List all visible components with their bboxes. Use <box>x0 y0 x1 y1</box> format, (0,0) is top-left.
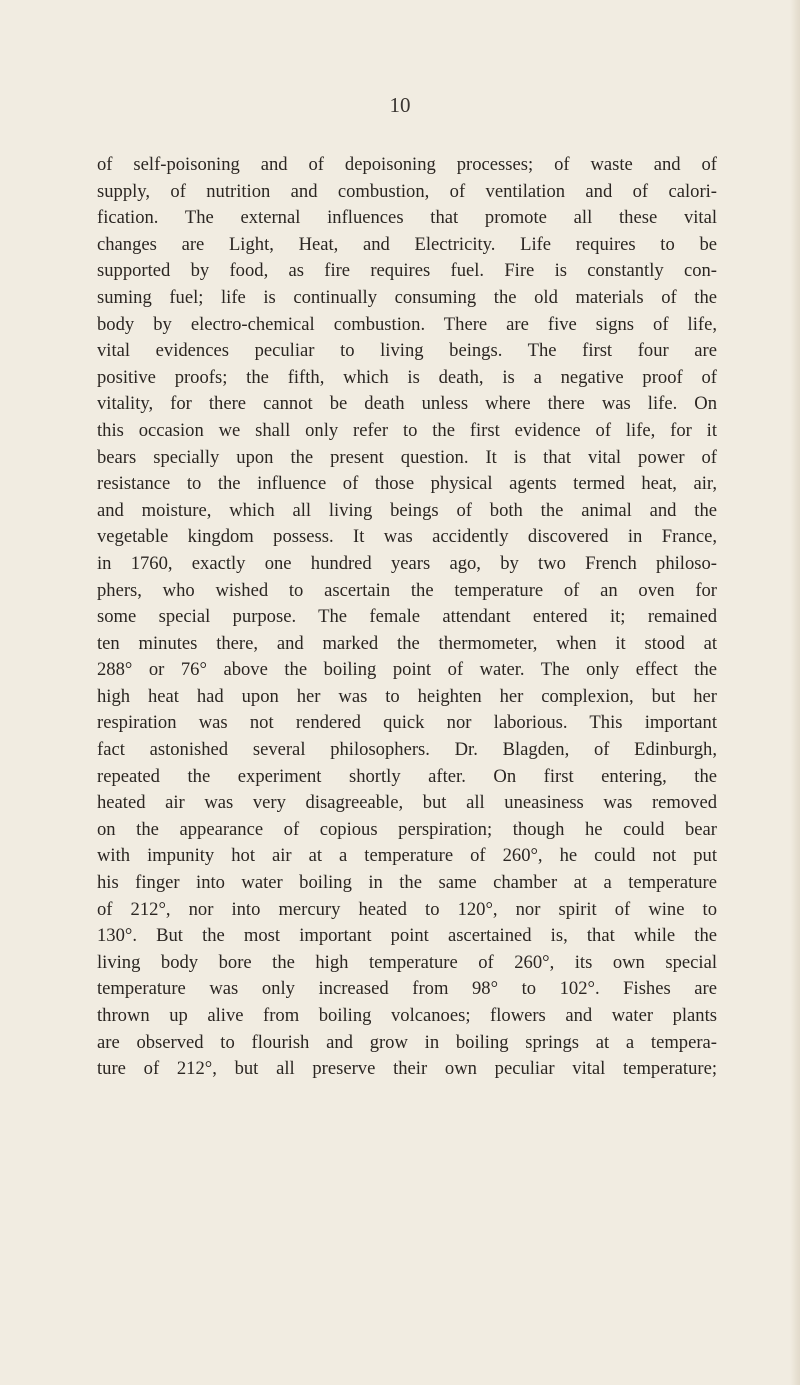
text-line: on the appearance of copious perspiration; though he could bear <box>97 818 717 840</box>
text-line: vital evidences peculiar to living beings. The first four are <box>97 340 717 362</box>
text-line: phers, who wished to ascertain the temperature of an oven for <box>97 579 717 601</box>
text-line: his finger into water boiling in the same chamber at a temperature <box>97 872 717 894</box>
text-line: body by electro-chemical combustion. There are five signs of life, <box>97 313 717 335</box>
text-line: some special purpose. The female attendant entered it; remained <box>97 606 717 628</box>
text-line: this occasion we shall only refer to the first evidence of life, for it <box>97 419 717 441</box>
text-line: supported by food, as fire requires fuel. Fire is constantly con- <box>97 260 717 282</box>
text-line: heated air was very disagreeable, but all uneasiness was removed <box>97 792 717 814</box>
text-line: thrown up alive from boiling volcanoes; flowers and water plants <box>97 1005 717 1026</box>
text-line: and moisture, which all living beings of both the animal and the <box>97 499 717 521</box>
text-line: respiration was not rendered quick nor laborious. This important <box>97 712 717 734</box>
page-edge-shadow <box>790 0 800 1385</box>
text-line: suming fuel; life is continually consuming the old materials of the <box>97 286 717 308</box>
text-line: positive proofs; the fifth, which is death, is a negative proof of <box>97 366 717 388</box>
text-line: resistance to the influence of those physical agents termed heat, air, <box>97 473 717 495</box>
text-line: of 212°, nor into mercury heated to 120°, nor spirit of wine to <box>97 898 717 920</box>
text-line: 288° or 76° above the boiling point of water. The only effect the <box>97 659 717 681</box>
text-line: ten minutes there, and marked the thermometer, when it stood at <box>97 632 717 654</box>
text-line: with impunity hot air at a temperature of 260°, he could not put <box>97 845 717 867</box>
body-text <box>97 152 717 1083</box>
text-line: supply, of nutrition and combustion, of ventilation and of calori- <box>97 180 717 202</box>
text-line: are observed to flourish and grow in boiling springs at a tempera- <box>97 1031 717 1053</box>
text-line: bears specially upon the present question. It is that vital power of <box>97 446 717 468</box>
text-line: ture of 212°, but all preserve their own peculiar vital temperature; <box>97 1058 717 1080</box>
text-line: fication. The external influences that promote all these vital <box>97 207 717 229</box>
text-line: living body bore the high temperature of 260°, its own special <box>97 951 717 973</box>
page-number: 10 <box>389 93 411 117</box>
text-line: of self-poisoning and of depoisoning processes; of waste and of <box>97 154 717 175</box>
text-line: fact astonished several philosophers. Dr. Blagden, of Edinburgh, <box>97 739 717 761</box>
text-line: vegetable kingdom possess. It was accidently discovered in France, <box>97 526 717 548</box>
text-line: changes are Light, Heat, and Electricity. Life requires to be <box>97 233 717 255</box>
text-line: repeated the experiment shortly after. On first entering, the <box>97 765 717 787</box>
text-line: 130°. But the most important point ascertained is, that while the <box>97 925 717 947</box>
text-line: in 1760, exactly one hundred years ago, by two French philoso- <box>97 552 717 574</box>
text-line: vitality, for there cannot be death unless where there was life. On <box>97 393 717 415</box>
text-line: temperature was only increased from 98° to 102°. Fishes are <box>97 978 717 1000</box>
text-line: high heat had upon her was to heighten her complexion, but her <box>97 685 717 707</box>
